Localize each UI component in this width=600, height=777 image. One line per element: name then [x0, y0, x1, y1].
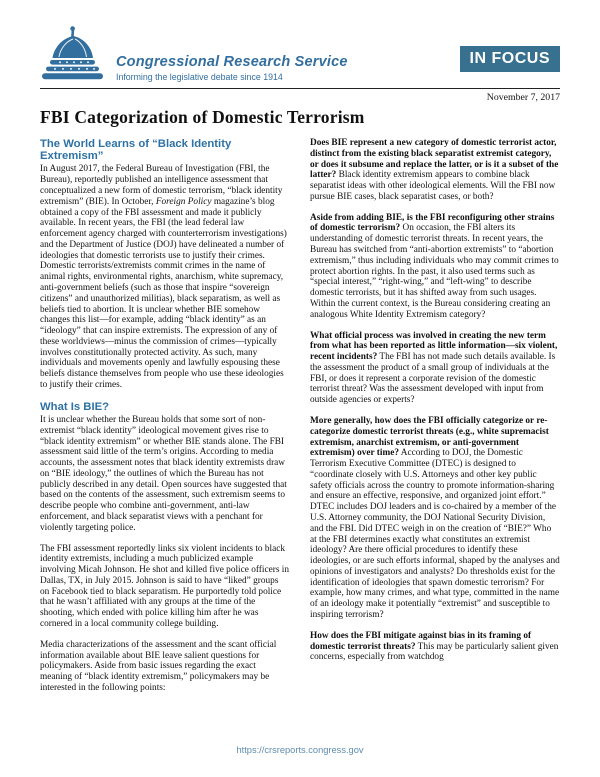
section-heading-world-learns: The World Learns of “Black Identity Extremism”	[40, 138, 232, 163]
question-lead: Aside from adding BIE, is the FBI reconfiguring other strains of domestic terrorism?	[310, 212, 555, 234]
question-paragraph	[310, 416, 560, 621]
question-lead: What official process was involved in creating the new term from what has been reported as little information—six violent, recent incidents?	[310, 330, 558, 363]
org-name: Congressional Research Service	[116, 54, 348, 70]
question-body: Black identity extremism appears to combine black separatist ideas with other ideological elements. Will the FBI now pursue BIE cases, black separatist cases, or both?	[310, 170, 556, 202]
text-fragment: In August 2017, the Federal Bureau of Investigation (FBI, the Bureau), reportedly published an intelligence assessment that conceptualized a new form of domestic terrorism, “black identity extremism” (BIE). In October,	[40, 164, 283, 207]
italic-text: Foreign Policy	[155, 196, 212, 207]
question-body: On occasion, the FBI alters its understanding of domestic terrorist threats. In recent years, the Bureau has switched from “anti-abortion extremists” to “abortion extremism,” thus including individuals who may commit crimes to protect abortion rights. In the past, it also used terms such as “special interest,” “right-wing,” and “left-wing” to describe domestic terrorists, but it has shifted away from such usages. Within the current context, is the Bureau considering creating an analogous White Identity Extremism category?	[310, 223, 559, 320]
paragraph: It is unclear whether the Bureau holds that some sort of non-extremist “black identity” ideological movement gives rise to “black identity extremism” or whether BIE stands alone. The FBI assessment said little of the term’s origins. According to media accounts, the assessment notes that black identity extremists draw on “BIE ideology,” the outlines of which the Bureau has not publicly described in any detail. Open sources have suggested that based on the contents of the assessment, such extremism seems to describe people who combine anti-government, anti-law enforcement, and black separatist views with a penchant for violently targeting police.	[40, 414, 287, 533]
left-column	[40, 138, 290, 694]
question-body: The FBI has not made such details available. Is the assessment the product of a small group of individuals at the FBI, or does it represent a corporate revision of the domestic terrorist threat? Was the assessment developed with input from outside agencies or experts?	[310, 352, 556, 406]
paragraph: Media characterizations of the assessment and the scant official information available about BIE leave salient questions for policymakers. Aside from basic issues regarding the exact meaning of “black identity extremism,” policymakers may be interested in the following points:	[40, 639, 277, 693]
question-body: According to DOJ, the Domestic Terrorism Executive Committee (DTEC) is designed to “coordinate closely with U.S. Attorneys and other key public safety officials across the country to promote information-sharing and ensure an effective, responsive, and organized joint effort.” DTEC includes DOJ leaders and is co-chaired by a member of the U.S. Attorney community, the DOJ National Security Division, and the FBI. Did DTEC weigh in on the creation of “BIE?” Who at the FBI determines exactly what constitutes an extremist ideology? Are there official procedures to identify these ideologies, or are such efforts informal, shaped by the analyses and opinions of investigators and analysts? Do thresholds exist for the identification of ideologies that spawn domestic terrorism? For example, how many crimes, and what type, committed in the name of an ideology make it potentially “extremist” and susceptible to inspiring terrorism?	[310, 448, 560, 621]
question-body: This may be particularly salient given concerns, especially from watchdog	[310, 641, 559, 663]
two-column-body	[40, 138, 560, 694]
header-rule	[40, 88, 560, 89]
capitol-dome-icon	[40, 26, 106, 86]
report-date: November 7, 2017	[486, 92, 560, 103]
page-title: FBI Categorization of Domestic Terrorism	[40, 107, 365, 127]
logo-lockup	[116, 54, 348, 86]
question-lead: More generally, how does the FBI officially categorize or re-categorize domestic terrorist threats (e.g., white supremacist extremism, anarchist extremism, or anti-government extremism) over time?	[310, 415, 549, 459]
footer-url-link[interactable]: https://crsreports.congress.gov	[236, 745, 364, 755]
section-heading-what-is-bie: What Is BIE?	[40, 400, 110, 413]
org-tagline: Informing the legislative debate since 1914	[116, 72, 283, 82]
right-column	[310, 138, 560, 694]
paragraph	[40, 164, 290, 390]
question-lead: Does BIE represent a new category of domestic terrorist actor, distinct from the existing black separatist extremist category, or does it subsume and replace the latter, or is it a subset of the latter?	[310, 138, 559, 181]
question-lead: How does the FBI mitigate against bias in its framing of domestic terrorist threats?	[310, 630, 532, 652]
question-paragraph	[310, 331, 560, 406]
paragraph: The FBI assessment reportedly links six violent incidents to black identity extremists, including a much publicized example involving Micah Johnson. He shot and killed five police officers in Dallas, TX, in July 2015. Johnson is said to have “liked” groups on Facebook tied to black separatism. He purportedly told police that he wasn’t affiliated with any groups at the time of the shooting, which ended with police killing him after he was cornered in a local community college building.	[40, 543, 289, 630]
question-paragraph	[310, 631, 560, 663]
in-focus-badge: IN FOCUS	[460, 46, 560, 72]
report-header	[40, 26, 560, 86]
crs-logo	[40, 26, 348, 86]
text-fragment: magazine’s blog obtained a copy of the FBI assessment and made it publicly available. In recent years, the FBI (the lead federal law enforcement agency charged with counterterrorism investigations) and the Department of Justice (DOJ) have delineated a number of ideologies that domestic terrorists use to justify their crimes. Domestic terrorists/extremists commit crimes in the name of animal rights, environmental rights, anarchism, white supremacy, anti-government beliefs (such as those that inspire “sovereign citizens” and unauthorized militias), black separatism, as well as beliefs tied to abortion. It is unclear whether BIE somehow changes this list—for example, adding “black identity” as an “ideology” that can inspire extremists. The expression of any of these worldviews—minus the commission of crimes—typically involves constitutionally protected activity. As such, many individuals and movements openly and lawfully espousing these beliefs distance themselves from people who use these ideologies to justify their crimes.	[40, 196, 287, 390]
question-paragraph	[310, 213, 560, 321]
question-paragraph	[310, 138, 560, 203]
